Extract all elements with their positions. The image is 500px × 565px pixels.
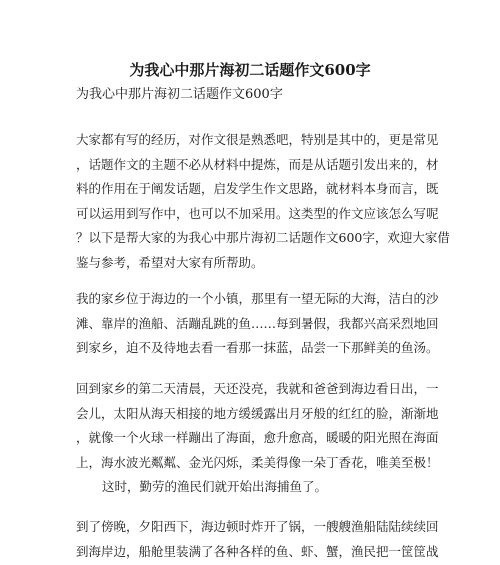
paragraph-line: 这时，勤劳的渔民们就开始出海捕鱼了。 [102, 479, 328, 494]
paragraph-sunrise [76, 377, 439, 500]
paragraph-line: ？以下是帮大家的为我心中那片海初二话题作文600字，欢迎大家借 [76, 230, 450, 245]
paragraph-evening [76, 515, 439, 564]
paragraph-hometown [76, 287, 439, 361]
paragraph-line: 到家乡，迫不及待地去看一看那一抹蓝，品尝一下那鲜美的鱼汤。 [76, 340, 439, 355]
paragraph-line: 回到家乡的第二天清晨，天还没亮，我就和爸爸到海边看日出，一 [76, 381, 439, 396]
paragraph-line: 料的作用在于阐发话题，启发学生作文思路，就材料本身而言，既 [76, 181, 439, 196]
paragraph-line: 我的家乡位于海边的一个小镇，那里有一望无际的大海，洁白的沙 [76, 291, 439, 306]
paragraph-line: 会儿，太阳从海天相接的地方缓缓露出月牙般的红红的脸，渐渐地 [76, 405, 439, 421]
paragraph-line: 到了傍晚，夕阳西下，海边顿时炸开了锅，一艘艘渔船陆陆续续回 [76, 519, 439, 534]
paragraph-line: 鉴与参考，希望对大家有所帮助。 [76, 254, 264, 270]
paragraph-line: 可以运用到写作中，也可以不加采用。这类型的作文应该怎么写呢 [76, 205, 439, 221]
paragraph-line: 上，海水波光粼粼、金光闪烁，柔美得像一朵丁香花，唯美至极！ [76, 454, 439, 470]
paragraph-line: 到海岸边，船舱里装满了各种各样的鱼、虾、蟹，渔民把一筐筐战 [76, 543, 439, 559]
document-title: 为我心中那片海初二话题作文600字 [129, 61, 371, 79]
paragraph-line: 大家都有写的经历，对作文很是熟悉吧，特别是其中的，更是常见 [76, 132, 439, 147]
document-subtitle: 为我心中那片海初二话题作文600字 [76, 87, 283, 102]
paragraph-line: ，就像一个火球一样蹦出了海面，愈升愈高，暖暖的阳光照在海面 [76, 430, 439, 445]
paragraph-intro [76, 128, 450, 275]
paragraph-line: ，话题作文的主题不必从材料中提炼，而是从话题引发出来的，材 [76, 156, 439, 172]
paragraph-line: 滩、靠岸的渔船、活蹦乱跳的鱼……每到暑假，我都兴高采烈地回 [76, 315, 439, 331]
